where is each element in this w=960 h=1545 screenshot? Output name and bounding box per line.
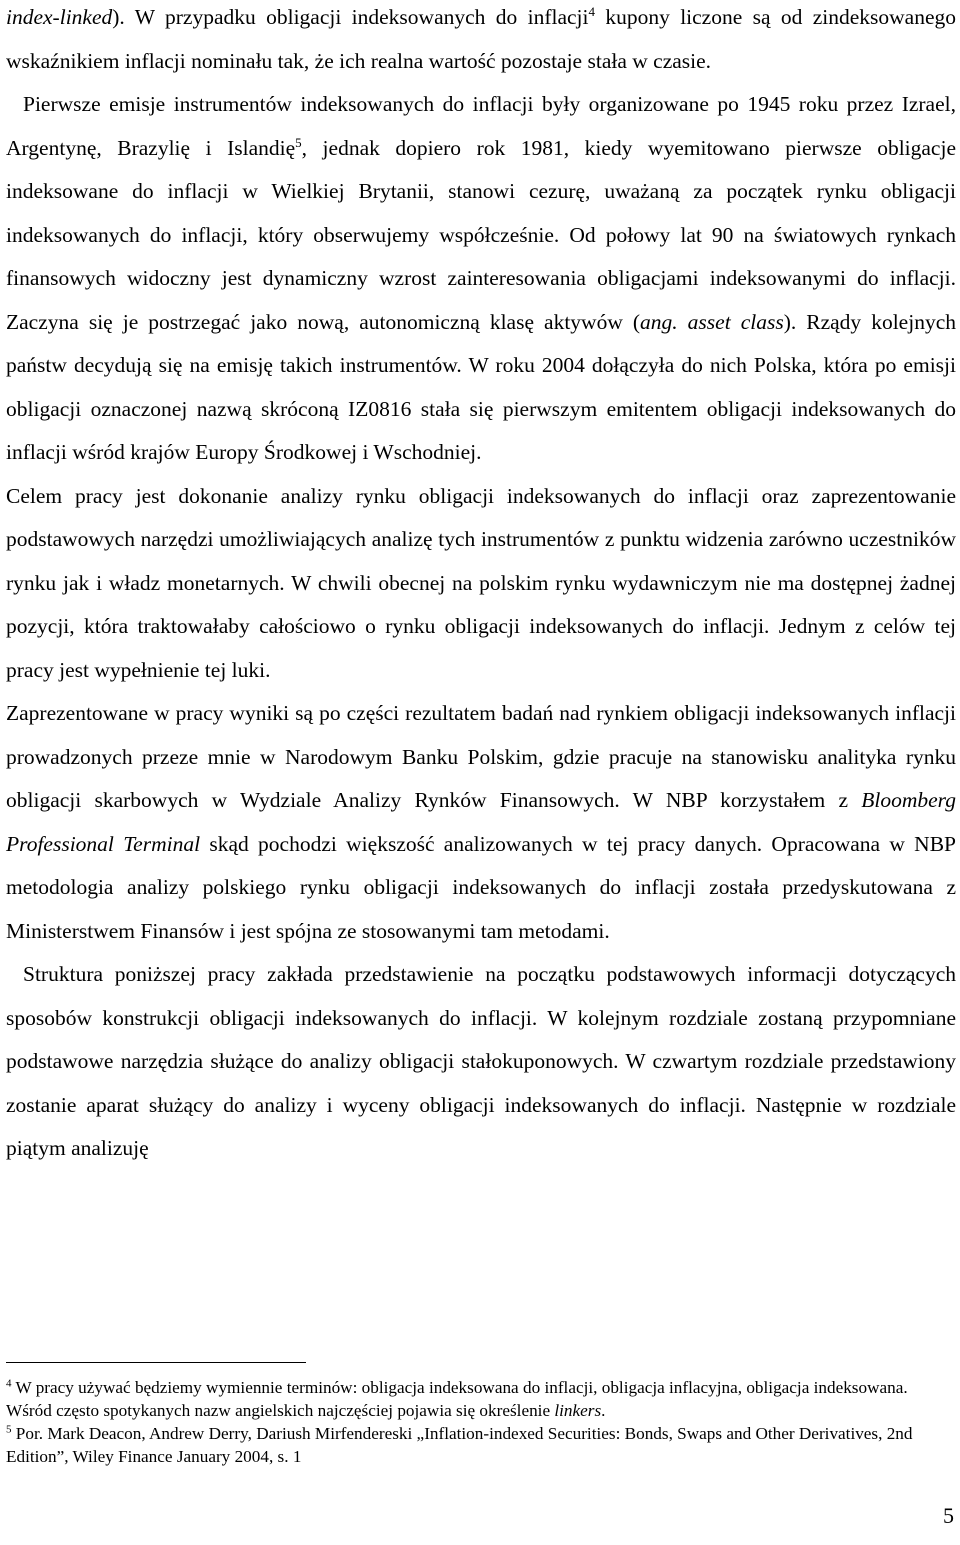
page-number: 5	[943, 1503, 954, 1528]
footnote-ref-4[interactable]: 4	[588, 3, 595, 19]
italic-term: index-linked	[6, 5, 113, 29]
italic-term: Bloomberg Professional Terminal	[6, 788, 956, 856]
footnote-4: $^4$ W pracy używać będziemy wymiennie terminów: obligacja indeksowana do inflacji, obligacja inflacyjna, obligacja indeksowana. Wśród często spotykanych nazw angielskich najczęściej pojawia się określenie linkers.	[6, 1377, 908, 1420]
footnotes	[6, 1376, 956, 1468]
paragraph-2: Pierwsze emisje instrumentów indeksowanych do inflacji były organizowane po 1945 roku przez Izrael, Argentynę, Brazylię i Islandię$^5$, jednak dopiero rok 1981, kiedy wyemitowano pierwsze obligacje indeksowane do inflacji w Wielkiej Brytanii, stanowi cezurę, uważaną za początek rynku obligacji indeksowanych do inflacji, który obserwujemy współcześnie. Od połowy lat 90 na światowych rynkach finansowych widoczny jest dynamiczny wzrost zainteresowania obligacjami indeksowanymi do inflacji. Zaczyna się je postrzegać jako nową, autonomiczną klasę aktywów (ang. asset class). Rządy kolejnych państw decydują się na emisję takich instrumentów. W roku 2004 dołączyła do nich Polska, która po emisji obligacji oznaczonej nazwą skróconą IZ0816 stała się pierwszym emitentem obligacji indeksowanych do inflacji wśród krajów Europy Środkowej i Wschodniej.	[6, 92, 956, 464]
italic-term: ang. asset class	[640, 309, 784, 334]
footnote-5: $^5$ Por. Mark Deacon, Andrew Derry, Dariush Mirfendereski „Inflation-indexed Securities: Bonds, Swaps and Other Derivatives, 2nd Edition”, Wiley Finance January 2004, s. 1	[6, 1423, 913, 1466]
paragraph-3: Celem pracy jest dokonanie analizy rynku obligacji indeksowanych do inflacji oraz zaprezentowanie podstawowych narzędzi umożliwiających analizę tych instrumentów z punktu widzenia zarówno uczestników rynku jak i władz monetarnych. W chwili obecnej na polskim rynku wydawniczym nie ma dostępnej żadnej pozycji, która traktowałaby całościowo o rynku obligacji indeksowanych do inflacji. Jednym z celów tej pracy jest wypełnienie tej luki.	[6, 483, 956, 682]
page-body	[6, 0, 956, 1171]
paragraph-1: index-linked). W przypadku obligacji indeksowanych do inflacji$^4$ kupony liczone są od zindeksowanego wskaźnikiem inflacji nominału tak, że ich realna wartość pozostaje stała w czasie.	[6, 3, 956, 73]
paragraph-4: Zaprezentowane w pracy wyniki są po części rezultatem badań nad rynkiem obligacji indeksowanych inflacji prowadzonych przeze mnie w Narodowym Banku Polskim, gdzie pracuje na stanowisku analityka rynku obligacji skarbowych w Wydziale Analizy Rynków Finansowych. W NBP korzystałem z Bloomberg Professional Terminal skąd pochodzi większość analizowanych w tej pracy danych. Opracowana w NBP metodologia analizy polskiego rynku obligacji indeksowanych do inflacji została przedyskutowana z Ministerstwem Finansów i jest spójna ze stosowanymi tam metodami.	[6, 701, 956, 943]
footnote-separator	[6, 1362, 306, 1363]
footnote-ref-5[interactable]: 5	[295, 134, 302, 150]
paragraph-5: Struktura poniższej pracy zakłada przedstawienie na początku podstawowych informacji dotyczących sposobów konstrukcji obligacji indeksowanych do inflacji. W kolejnym rozdziale zostaną przypomniane podstawowe narzędzia służące do analizy obligacji stałokuponowych. W czwartym rozdziale przedstawiony zostanie aparat służący do analizy i wyceny obligacji indeksowanych do inflacji. Następnie w rozdziale piątym analizuję	[6, 962, 956, 1160]
